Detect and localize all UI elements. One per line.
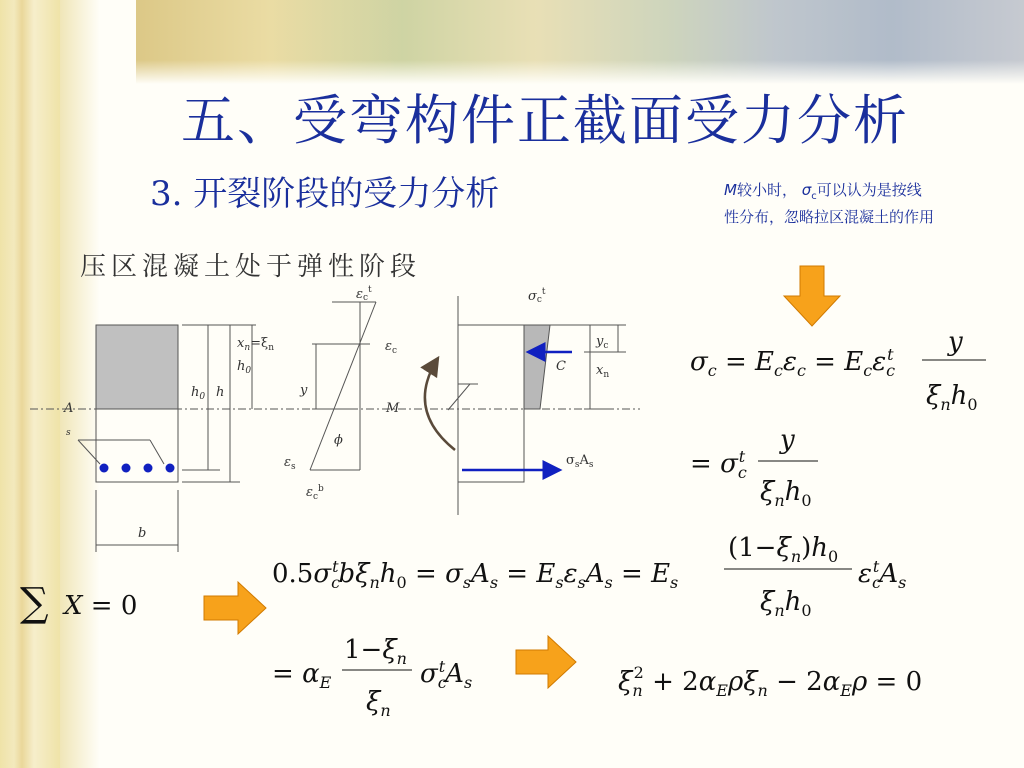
label-eps-c: $\varepsilon_c$ [385,339,398,356]
side-note: M较小时， $\sigma_c$可以认为是按线性分布，忽略拉区混凝土的作用 [724,181,935,226]
slide-title: 五、受弯构件正截面受力分析 [181,89,909,152]
equation-5 [618,663,922,700]
equation-1 [690,327,986,414]
svg-text:1−ξn: $1-\xi_n$ [344,635,407,668]
svg-text:= αE: = $\alpha_E$ [272,659,332,692]
label-xn-eq: $x_n=\xi_n$ [237,336,274,353]
equation-2 [690,425,818,510]
stress-diagram [458,296,626,515]
svg-text:0.5σctbξnh0 = σsAs = EsεsAs =: $0.5\sigma_ctb\xi_nh_0 = \sigma_sA_s = E_s\varepsilon_sA_s = E_s$ [272,557,679,592]
label-xn: $x_n$ [596,363,610,380]
label-M: M [386,401,400,416]
svg-text:ξnh0: $\xi_nh_0$ [760,477,812,510]
svg-text:ξn2 + 2αEρξn − 2αEρ = 0: $\xi_n2 + 2\alpha_E\rho\xi_n - 2\alpha_E\rho = 0$ [618,663,923,700]
equation-sum [20,580,137,626]
label-h0-inner: $h_0$ [237,359,252,376]
stage-caption: 压区混凝土处于弹性阶段 [80,252,422,282]
label-eps-ct: $\varepsilon c^t$ [356,285,372,303]
svg-text:ξn: $\xi_n$ [366,687,391,720]
svg-text:= σct: = $\sigma_ct$ [690,447,747,482]
svg-text:σctAs: $\sigma_ctA_s$ [420,657,473,692]
svg-text:ξnh0: $\xi_nh_0$ [760,587,812,620]
rebar-dots [100,464,175,473]
svg-text:y: y [780,425,795,455]
equation-3 [272,533,906,620]
moment-arrow [425,358,455,450]
label-eps-s: $\varepsilon_s$ [284,455,296,472]
label-sigma-ct: $\sigma c^t$ [528,287,546,305]
arrow-right-icon [204,582,266,634]
label-phi: ϕ [334,433,343,448]
label-y: y [300,383,308,398]
strain-diagram [310,302,376,470]
svg-text:εctAs: $\varepsilon_ctA_s$ [858,557,907,592]
label-yc: $y_c$ [596,334,609,351]
equation-4 [272,635,472,720]
label-h0: $h_0$ [191,385,206,402]
label-h: h [216,385,225,400]
label-C: C [556,359,566,374]
svg-text:ξnh0: $\xi_nh_0$ [926,381,978,414]
svg-text:∑: ∑ [20,580,49,626]
label-sigma-s-As: $\sigma_sA_s$ [566,453,594,470]
section-subtitle: 3. 开裂阶段的受力分析 [150,174,500,214]
label-b: b [138,526,147,541]
svg-text:σc = Ecεc = Ecεct: $\sigma_c = E_c\varepsilon_c = E_c\varepsilon_ct$ [690,345,896,380]
svg-text:y: y [948,327,963,357]
label-eps-cb: $\varepsilon_c^b$ [306,484,324,502]
svg-text:X = 0: X = 0 [64,591,138,621]
arrow-right-icon-2 [516,636,576,688]
svg-text:(1−ξn)h0: $(1-\xi_n)h_0$ [728,533,839,566]
arrow-down-icon [784,266,840,326]
label-As-sub: s [66,428,71,438]
label-As: A [64,401,74,416]
